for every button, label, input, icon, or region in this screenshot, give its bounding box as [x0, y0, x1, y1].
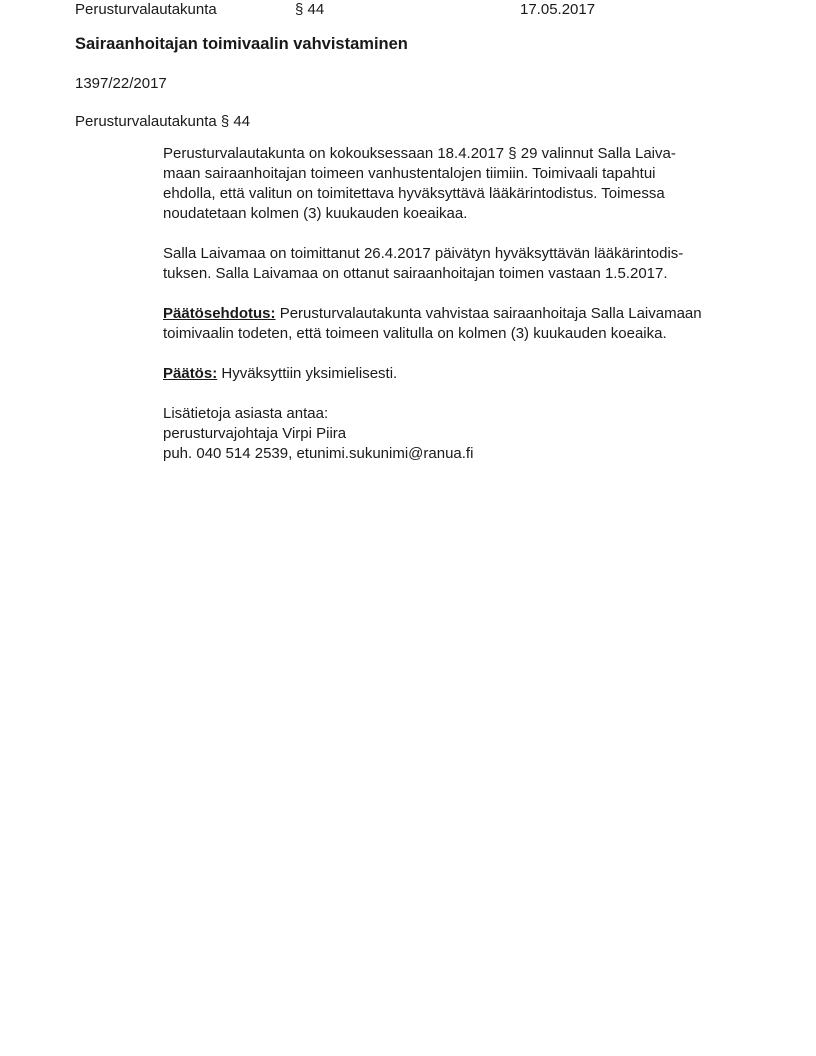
document-header: [0, 0, 816, 20]
section-reference: Perusturvalautakunta § 44: [75, 113, 251, 130]
document-body: [163, 144, 763, 484]
election-background-paragraph: Perusturvalautakunta on kokouksessaan 18.4.2017 § 29 valinnut Salla Laiva- maan sairaanhoitajan toimeen vanhustentalojen tiimiin. Toimivaali tapahtui ehdolla, että valitun on toimitettava hyväksyttävä lääkärintodistus. Toimessa noudatetaan kolmen (3) kuukauden koeaikaa.: [163, 145, 676, 222]
document-title: Sairaanhoitajan toimivaalin vahvistaminen: [75, 35, 408, 53]
decision-proposal-paragraph: Päätösehdotus: Perusturvalautakunta vahvistaa sairaanhoitaja Salla Laivamaan toimivaalin todeten, että toimeen valitulla on kolmen (3) kuukauden koeaika.: [163, 305, 702, 342]
decision-paragraph: Päätös: Hyväksyttiin yksimielisesti.: [163, 365, 398, 382]
header-section-number: § 44: [295, 1, 325, 18]
header-committee: Perusturvalautakunta: [75, 1, 217, 18]
certificate-confirmation-paragraph: Salla Laivamaa on toimittanut 26.4.2017 päivätyn hyväksyttävän lääkärintodis- tuksen. Salla Laivamaa on ottanut sairaanhoitajan toimen vastaan 1.5.2017.: [163, 245, 684, 282]
contact-info-paragraph: Lisätietoja asiasta antaa: perusturvajohtaja Virpi Piira puh. 040 514 2539, etunimi.sukunimi@ranua.fi: [163, 405, 474, 462]
case-number: 1397/22/2017: [75, 75, 167, 92]
decision-proposal-paragraph-label: Päätösehdotus:: [163, 305, 276, 322]
header-date: 17.05.2017: [520, 1, 596, 18]
decision-paragraph-label: Päätös:: [163, 365, 218, 382]
